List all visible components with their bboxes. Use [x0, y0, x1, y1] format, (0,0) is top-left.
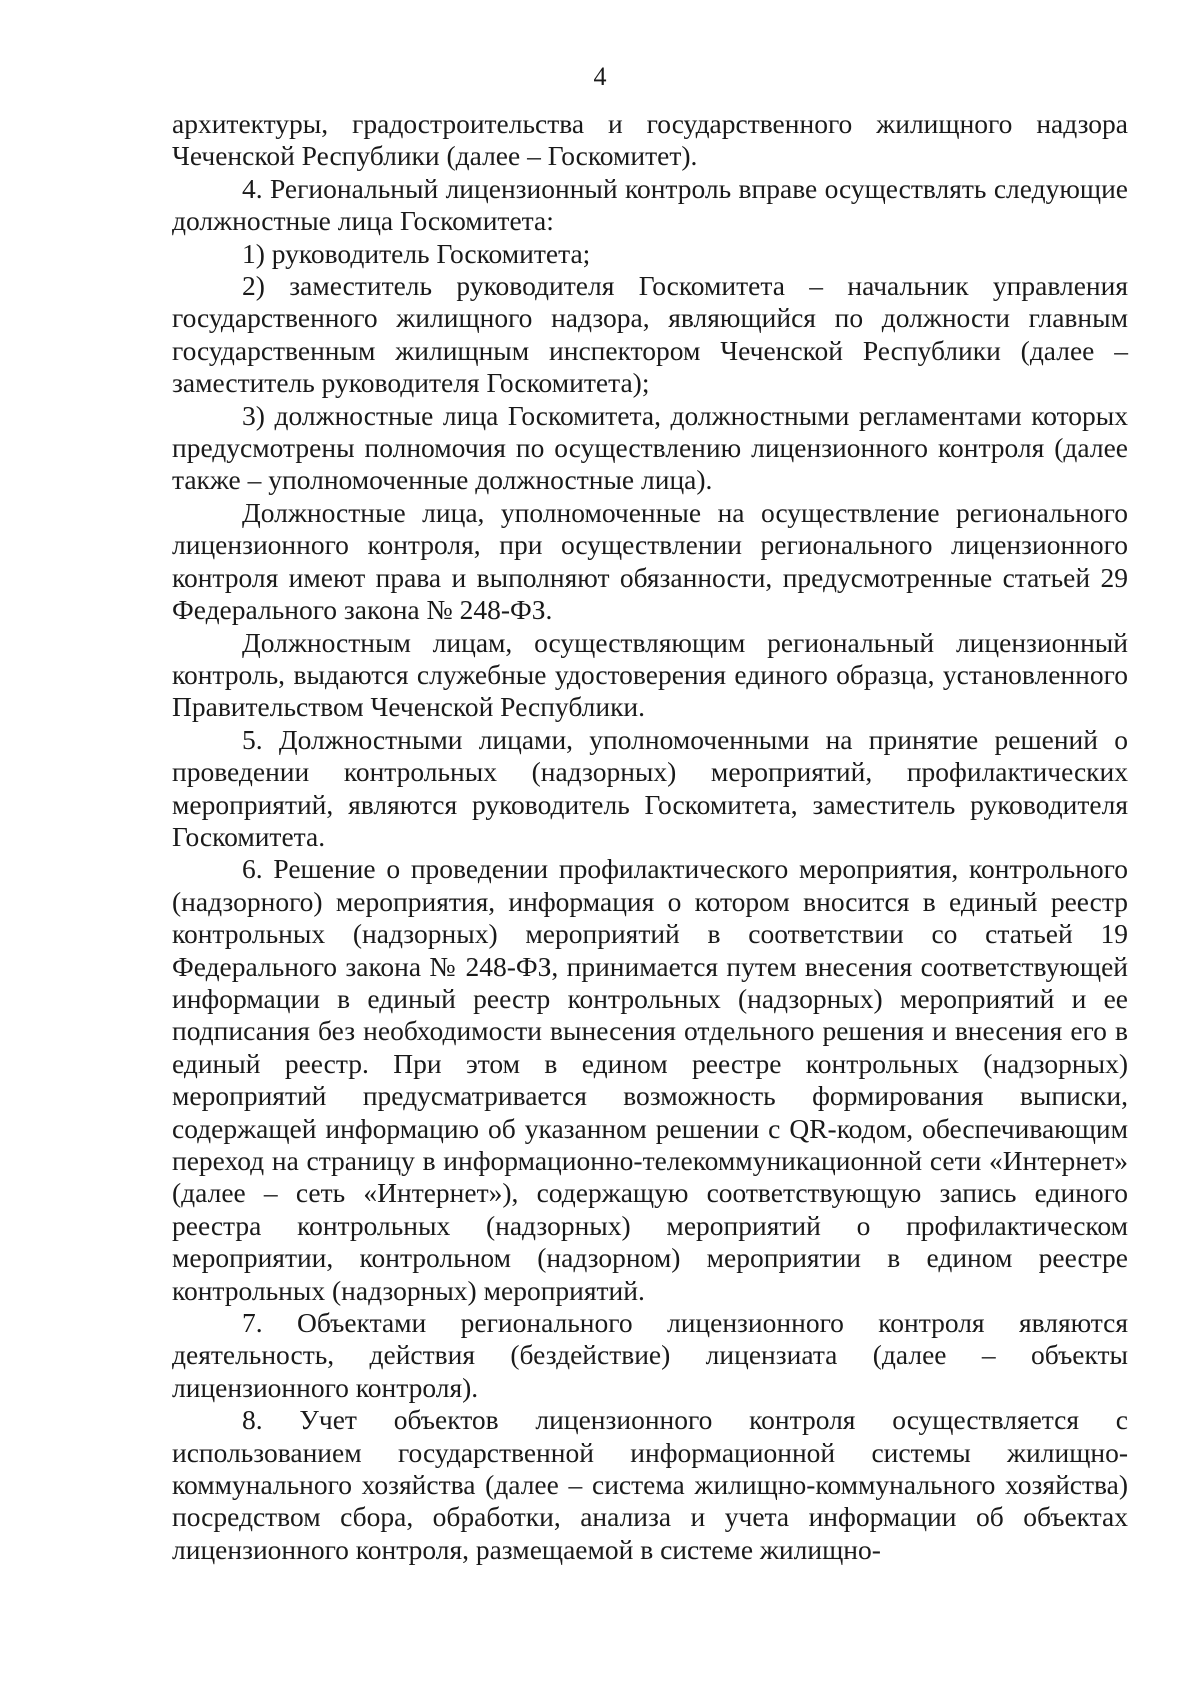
- paragraph-item-5: 5. Должностными лицами, уполномоченными на принятие решений о проведении контрольных (надзорных) мероприятий, профилактических мероприятий, являются руководитель Госкомитета, заместитель руководителя Госкомитета.: [172, 723, 1128, 852]
- list-item-3: 3) должностные лица Госкомитета, должностными регламентами которых предусмотрены полномочия по осуществлению лицензионного контроля (далее также – уполномоченные должностные лица).: [172, 399, 1128, 496]
- page-number: 4: [593, 62, 607, 91]
- paragraph-item-8: 8. Учет объектов лицензионного контроля осуществляется с использованием государственной информационной системы жилищно-коммунального хозяйства (далее – система жилищно-коммунального хозяйства) посредством сбора, обработки, анализа и учета информации об объектах лицензионного контроля, размещаемой в системе жилищно-: [172, 1404, 1128, 1565]
- paragraph-item-4: 4. Региональный лицензионный контроль вправе осуществлять следующие должностные лица Госкомитета:: [172, 172, 1128, 237]
- list-item-2: 2) заместитель руководителя Госкомитета – начальник управления государственного жилищного надзора, являющийся по должности главным государственным жилищным инспектором Чеченской Республики (далее – заместитель руководителя Госкомитета);: [172, 270, 1128, 399]
- paragraph-officials-rights: Должностные лица, уполномоченные на осуществление регионального лицензионного контроля, при осуществлении регионального лицензионного контроля имеют права и выполняют обязанности, предусмотренные статьей 29 Федерального закона № 248-ФЗ.: [172, 496, 1128, 626]
- list-item-1: 1) руководитель Госкомитета;: [242, 237, 591, 269]
- paragraph-continuation: архитектуры, градостроительства и государственного жилищного надзора Чеченской Республики (далее – Госкомитет).: [172, 108, 1128, 172]
- paragraph-item-6: 6. Решение о проведении профилактического мероприятия, контрольного (надзорного) мероприятия, информация о котором вносится в единый реестр контрольных (надзорных) мероприятий в соответствии со статьей 19 Федерального закона № 248-ФЗ, принимается путем внесения соответствующей информации в единый реестр контрольных (надзорных) мероприятий и ее подписания без необходимости вынесения отдельного решения и внесения его в единый реестр. При этом в едином реестре контрольных (надзорных) мероприятий предусматривается возможность формирования выписки, содержащей информацию об указанном решении с QR-кодом, обеспечивающим переход на страницу в информационно-телекоммуникационной сети «Интернет» (далее – сеть «Интернет»), содержащую соответствующую запись единого реестра контрольных (надзорных) мероприятий о профилактическом мероприятии, контрольном (надзорном) мероприятии в едином реестре контрольных (надзорных) мероприятий.: [172, 853, 1128, 1306]
- paragraph-certificates: Должностным лицам, осуществляющим региональный лицензионный контроль, выдаются служебные удостоверения единого образца, установленного Правительством Чеченской Республики.: [172, 626, 1128, 723]
- paragraph-item-7: 7. Объектами регионального лицензионного контроля являются деятельность, действия (бездействие) лицензиата (далее – объекты лицензионного контроля).: [172, 1307, 1128, 1403]
- document-body: [172, 108, 1128, 1566]
